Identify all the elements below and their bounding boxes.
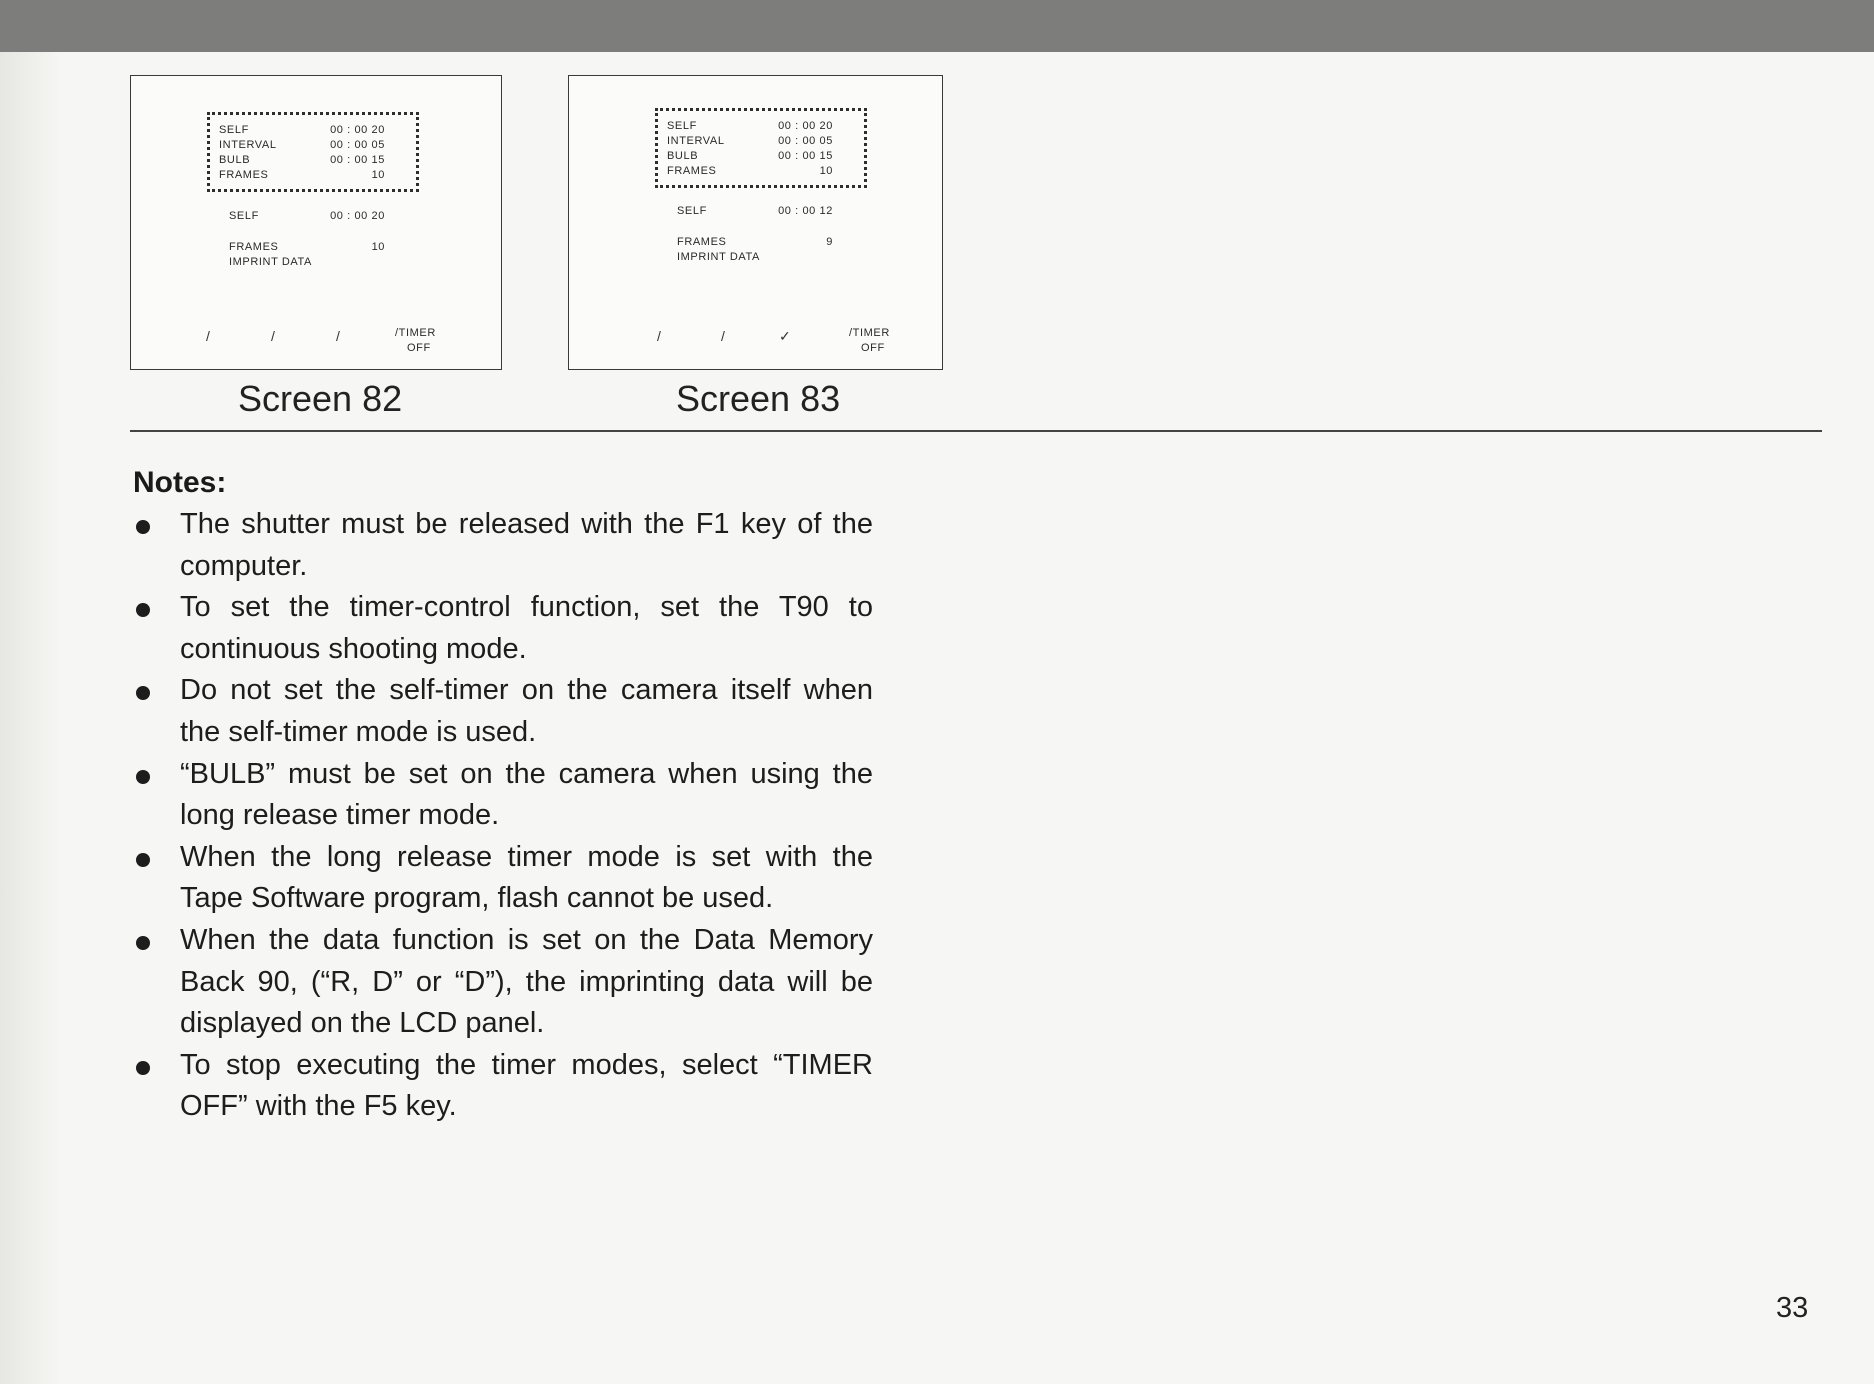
status-label: FRAMES: [677, 236, 727, 248]
setting-value: 00 : 00 20: [778, 120, 833, 132]
screen-82-display: [130, 75, 502, 370]
setting-label: SELF: [667, 120, 697, 132]
setting-row: [667, 150, 867, 164]
setting-value: 00 : 00 05: [330, 139, 385, 151]
note-item: [133, 670, 873, 753]
screen-83-display: [568, 75, 943, 370]
f3-key-check-icon: ✓: [779, 328, 792, 344]
screen-83-caption: Screen 83: [676, 378, 841, 419]
setting-row: [219, 124, 419, 138]
setting-row: [667, 135, 867, 149]
setting-value: 00 : 00 15: [778, 150, 833, 162]
note-item: [133, 837, 873, 920]
setting-value: 00 : 00 15: [330, 154, 385, 166]
setting-row: [219, 154, 419, 168]
bullet-icon: [136, 1061, 150, 1075]
status-label: FRAMES: [229, 241, 279, 253]
f2-key-mark: /: [271, 328, 276, 344]
bullet-icon: [136, 853, 150, 867]
setting-value: 00 : 00 05: [778, 135, 833, 147]
status-value: 00 : 00 12: [778, 205, 833, 217]
status-row: [229, 210, 429, 224]
notes-heading: Notes:: [133, 466, 227, 499]
status-value: 9: [826, 236, 833, 248]
function-key-row: [131, 326, 501, 366]
setting-row: [219, 169, 419, 183]
section-divider: [130, 430, 1822, 432]
timer-off-line1: /TIMER: [395, 327, 436, 339]
status-row: [677, 236, 877, 250]
timer-off-line1: /TIMER: [849, 327, 890, 339]
page-gutter-shadow: [0, 52, 60, 1384]
note-text: “BULB” must be set on the camera when using the long release timer mode.: [180, 757, 873, 832]
f2-key-mark: /: [721, 328, 726, 344]
status-value: 00 : 00 20: [330, 210, 385, 222]
note-item: [133, 1045, 873, 1128]
status-label: IMPRINT DATA: [677, 251, 760, 263]
setting-value: 10: [819, 165, 833, 177]
screen-82-caption: Screen 82: [238, 378, 403, 419]
setting-value: 10: [371, 169, 385, 181]
status-row: [229, 256, 429, 270]
setting-row: [667, 165, 867, 179]
note-text: When the long release timer mode is set with the Tape Software program, flash cannot be used.: [180, 840, 873, 915]
setting-label: INTERVAL: [219, 139, 277, 151]
status-row: [229, 241, 429, 255]
status-row: [677, 205, 877, 219]
note-text: The shutter must be released with the F1 key of the computer.: [180, 508, 873, 582]
setting-row: [667, 120, 867, 134]
note-item: [133, 504, 873, 587]
timer-off-key: [849, 326, 890, 356]
bullet-icon: [136, 686, 150, 700]
notes-list: [133, 504, 873, 1128]
status-row: [677, 251, 877, 265]
setting-label: BULB: [667, 150, 699, 162]
f3-key-mark: /: [336, 328, 341, 344]
bullet-icon: [136, 520, 150, 534]
note-item: [133, 920, 873, 1045]
note-item: [133, 754, 873, 837]
top-band: [0, 0, 1874, 52]
note-text: To stop executing the timer modes, select “TIMER OFF” with the F5 key.: [180, 1048, 873, 1123]
bullet-icon: [136, 603, 150, 617]
timer-off-line2: OFF: [407, 342, 431, 354]
bullet-icon: [136, 770, 150, 784]
setting-label: BULB: [219, 154, 251, 166]
f1-key-mark: /: [206, 328, 211, 344]
status-label: SELF: [677, 205, 707, 217]
setting-label: FRAMES: [219, 169, 269, 181]
note-item: [133, 587, 873, 670]
status-value: 10: [371, 241, 385, 253]
status-label: SELF: [229, 210, 259, 222]
function-key-row: [569, 326, 942, 366]
f1-key-mark: /: [657, 328, 662, 344]
status-label: IMPRINT DATA: [229, 256, 312, 268]
note-text: When the data function is set on the Data Memory Back 90, (“R, D” or “D”), the imprinting data will be displayed on the LCD panel.: [180, 923, 873, 1040]
timer-off-line2: OFF: [861, 342, 885, 354]
page-number: 33: [1776, 1292, 1809, 1324]
note-text: Do not set the self-timer on the camera itself when the self-timer mode is used.: [180, 674, 873, 748]
setting-label: FRAMES: [667, 165, 717, 177]
note-text: To set the timer-control function, set the T90 to continuous shooting mode.: [180, 591, 873, 665]
setting-label: SELF: [219, 124, 249, 136]
setting-value: 00 : 00 20: [330, 124, 385, 136]
timer-off-key: [395, 326, 436, 356]
setting-row: [219, 139, 419, 153]
bullet-icon: [136, 936, 150, 950]
setting-label: INTERVAL: [667, 135, 725, 147]
